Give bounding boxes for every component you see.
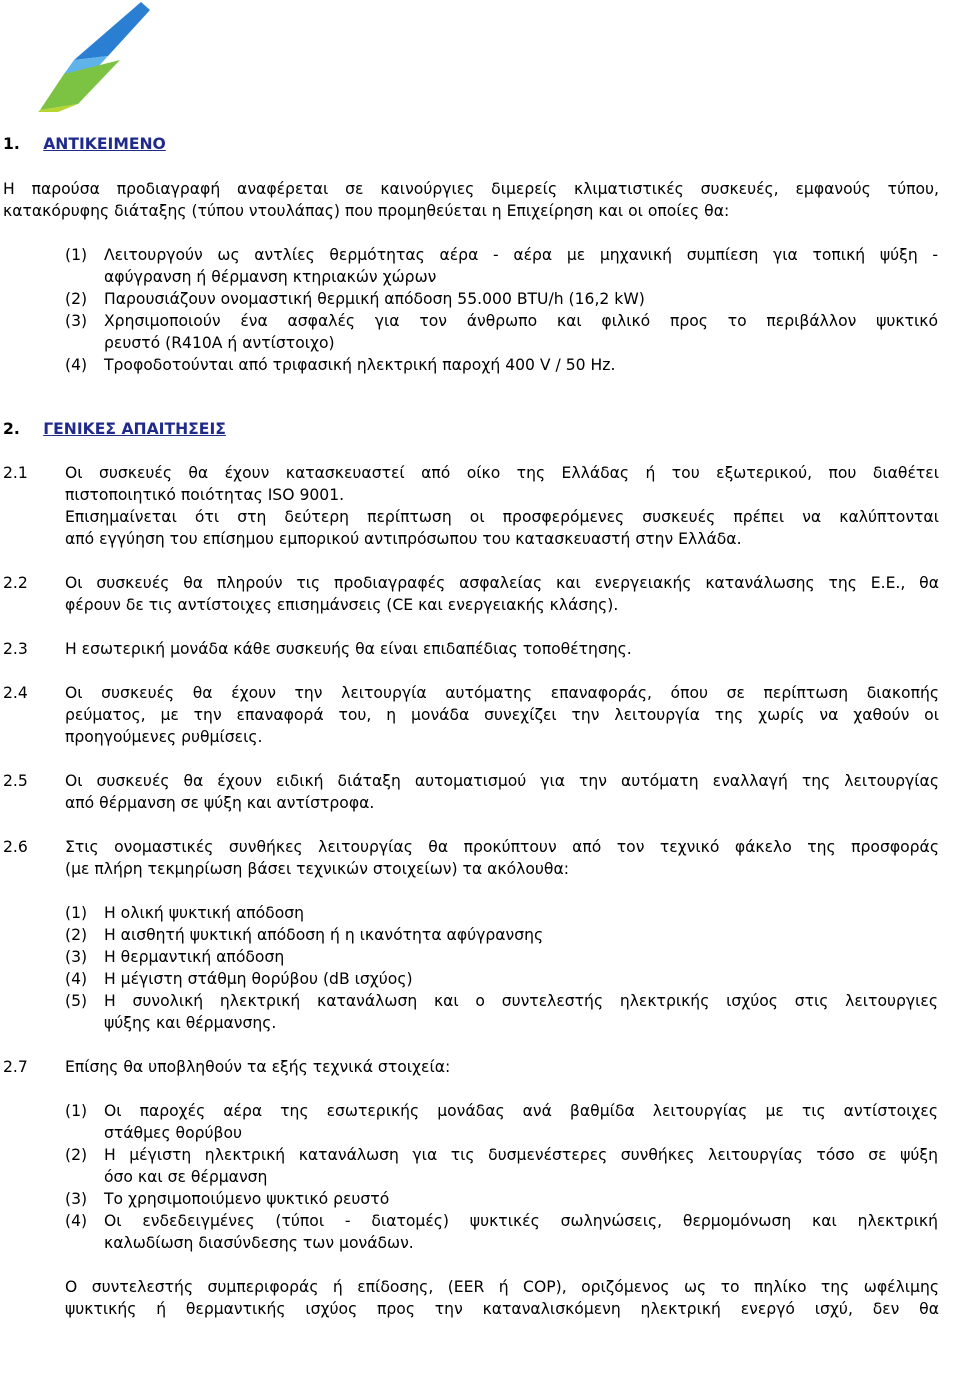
list-item-line: όσο και σε θέρμανση — [104, 1168, 268, 1186]
clause-number: 2.4 — [3, 684, 28, 702]
closing-paragraph-line-justified — [65, 1298, 939, 1320]
list-item-line: στάθμες θορύβου — [104, 1124, 243, 1142]
section-1-item-line: Λειτουργούν ως αντλίες θερμότητας αέρα - αέρα με μηχανική συμπίεση για τοπική ψύξη - — [104, 246, 938, 264]
list-item-line: Η μέγιστη στάθμη θορύβου (dB ισχύος) — [104, 970, 413, 988]
list-item-label: (1) — [65, 1102, 88, 1120]
section-1-intro — [3, 178, 939, 200]
section-1-item-text — [104, 244, 938, 266]
logo-blue-shape — [74, 2, 150, 60]
clause-number: 2.3 — [3, 640, 28, 658]
clause-line-justified — [65, 572, 939, 594]
clause-line: Επίσης θα υποβληθούν τα εξής τεχνικά στοιχεία: — [65, 1058, 451, 1076]
clause-number: 2.1 — [3, 464, 28, 482]
clause-line: Οι συσκευές θα έχουν κατασκευαστεί από οίκο της Ελλάδας ή του εξωτερικού, που διαθέτει — [65, 464, 939, 482]
list-item-line-justified — [104, 1210, 938, 1232]
list-item-label: (5) — [65, 992, 88, 1010]
clause-line: Οι συσκευές θα έχουν ειδική διάταξη αυτοματισμού για την αυτόματη εναλλαγή της λειτουργίας — [65, 772, 939, 790]
clause-line-justified — [65, 506, 939, 528]
closing-line: ψυκτικής ή θερμαντικής ισχύος προς την καταναλισκόμενη ηλεκτρική ενεργό ισχύ, δεν θα — [65, 1300, 939, 1318]
list-item-line: Η συνολική ηλεκτρική κατανάλωση και ο συντελεστής ηλεκτρικής ισχύος στις λειτουργιες — [104, 992, 938, 1010]
clause-line: από εγγύηση του επίσημου εμπορικού αντιπρόσωπου του κατασκευαστή στην Ελλάδα. — [65, 530, 742, 548]
section-1-title: ΑΝΤΙΚΕΙΜΕΝΟ — [43, 135, 166, 153]
list-item-line-justified — [104, 1144, 938, 1166]
section-1-item-line: Παρουσιάζουν ονομαστική θερμική απόδοση 55.000 BTU/h (16,2 kW) — [104, 290, 645, 308]
section-1-item-line: αφύγρανση ή θέρμανση κτηριακών χώρων — [104, 268, 437, 286]
section-1-item-label: (1) — [65, 246, 88, 264]
list-item-label: (2) — [65, 926, 88, 944]
clause-2-1-first-line — [65, 462, 939, 484]
clause-line-justified — [65, 682, 939, 704]
list-item-line: Η μέγιστη ηλεκτρική κατανάλωση για τις δυσμενέστερες συνθήκες λειτουργίας τόσο σε ψύξη — [104, 1146, 938, 1164]
list-item-line: Οι ενδεδειγμένες (τύποι - διατομές) ψυκτικές σωληνώσεις, θερμομόνωση και ηλεκτρική — [104, 1212, 938, 1230]
closing-paragraph-line-justified — [65, 1276, 939, 1298]
list-item-label: (3) — [65, 948, 88, 966]
section-1-item-text — [104, 310, 938, 332]
clause-line-justified — [65, 704, 939, 726]
section-1-item-label: (4) — [65, 356, 88, 374]
list-item-line: Η ολική ψυκτική απόδοση — [104, 904, 305, 922]
section-1-item-label: (2) — [65, 290, 88, 308]
clause-number: 2.6 — [3, 838, 28, 856]
clause-line: από θέρμανση σε ψύξη και αντίστροφα. — [65, 794, 375, 812]
list-item-label: (3) — [65, 1190, 88, 1208]
section-1-intro-line: κατακόρυφης διάταξης (τύπου ντουλάπας) που προμηθεύεται η Επιχείρηση και οι οποίες θα: — [3, 202, 730, 220]
list-item-line: Το χρησιμοποιύμενο ψυκτικό ρευστό — [104, 1190, 390, 1208]
clause-number: 2.7 — [3, 1058, 28, 1076]
list-item-label: (2) — [65, 1146, 88, 1164]
page-bottom-fade — [0, 1327, 960, 1373]
clause-number: 2.5 — [3, 772, 28, 790]
clause-number: 2.2 — [3, 574, 28, 592]
energy-bolt-logo — [38, 2, 153, 112]
clause-line-justified — [65, 770, 939, 792]
list-item-line-justified — [104, 1100, 938, 1122]
section-1-heading — [3, 133, 166, 155]
list-item-label: (4) — [65, 1212, 88, 1230]
section-1-number: 1. — [3, 135, 20, 153]
section-1-item-line: Τροφοδοτούνται από τριφασική ηλεκτρική παροχή 400 V / 50 Hz. — [104, 356, 616, 374]
clause-line-justified — [65, 836, 939, 858]
clause-line: Επισημαίνεται ότι στη δεύτερη περίπτωση οι προσφερόμενες συσκευές πρέπει να καλύπτονται — [65, 508, 939, 526]
closing-line: Ο συντελεστής συμπεριφοράς ή επίδοσης, (EER ή COP), οριζόμενος ως το πηλίκο της ωφέλιμης — [65, 1278, 939, 1296]
clause-line: Η εσωτερική μονάδα κάθε συσκευής θα είναι επιδαπέδιας τοποθέτησης. — [65, 640, 632, 658]
clause-line: Στις ονομαστικές συνθήκες λειτουργίας θα προκύπτουν από τον τεχνικό φάκελο της προσφοράς — [65, 838, 939, 856]
section-2-heading — [3, 418, 226, 440]
clause-line: ρεύματος, με την επαναφορά του, η μονάδα συνεχίζει την λειτουργία της χωρίς να χαθούν οι — [65, 706, 939, 724]
clause-line: πιστοποιητικό ποιότητας ISO 9001. — [65, 486, 345, 504]
section-1-item-line: Χρησιμοποιούν ένα ασφαλές για τον άνθρωπο και φιλικό προς το περιβάλλον ψυκτικό — [104, 312, 938, 330]
section-2-title: ΓΕΝΙΚΕΣ ΑΠΑΙΤΗΣΕΙΣ — [43, 420, 226, 438]
clause-line: φέρουν δε τις αντίστοιχες επισημάνσεις (CE και ενεργειακής κλάσης). — [65, 596, 619, 614]
clause-line: Οι συσκευές θα έχουν την λειτουργία αυτόματης επαναφοράς, όπου σε περίπτωση διακοπής — [65, 684, 939, 702]
list-item-line: ψύξης και θέρμανσης. — [104, 1014, 277, 1032]
section-1-item-line: ρευστό (R410A ή αντίστοιχο) — [104, 334, 335, 352]
list-item-label: (1) — [65, 904, 88, 922]
section-1-item-label: (3) — [65, 312, 88, 330]
list-item-line: Η αισθητή ψυκτική απόδοση ή η ικανότητα αφύγρανσης — [104, 926, 544, 944]
list-item-line-justified — [104, 990, 938, 1012]
list-item-line: Η θερμαντική απόδοση — [104, 948, 285, 966]
list-item-line: Οι παροχές αέρα της εσωτερικής μονάδας ανά βαθμίδα λειτουργίας με τις αντίστοιχες — [104, 1102, 938, 1120]
section-2-number: 2. — [3, 420, 20, 438]
clause-line: Οι συσκευές θα πληρούν τις προδιαγραφές ασφαλείας και ενεργειακής κατανάλωσης της Ε.Ε., θα — [65, 574, 939, 592]
list-item-line: καλωδίωση διασύνδεσης των μονάδων. — [104, 1234, 414, 1252]
clause-line: προηγούμενες ρυθμίσεις. — [65, 728, 263, 746]
clause-line: (με πλήρη τεκμηρίωση βάσει τεχνικών στοιχείων) τα ακόλουθα: — [65, 860, 570, 878]
section-1-intro-line: Η παρούσα προδιαγραφή αναφέρεται σε καινούργιες διμερείς κλιματιστικές συσκευές, εμφανούς τύπου, — [3, 180, 939, 198]
list-item-label: (4) — [65, 970, 88, 988]
